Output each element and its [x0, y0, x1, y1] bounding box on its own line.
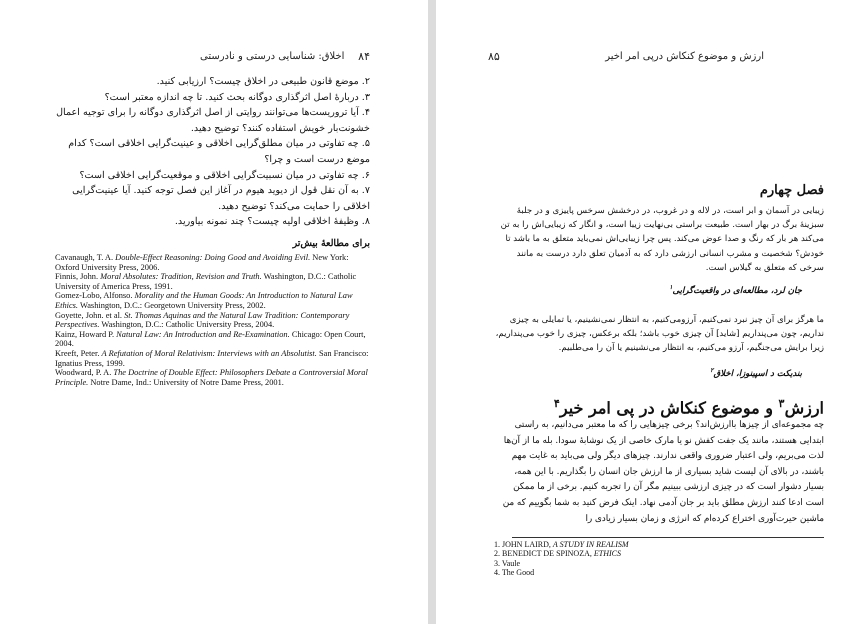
reference-list [55, 253, 370, 387]
question-item: ۴. آیا تروریست‌ها می‌توانند روایتی از اصل اثرگذاری دوگانه را برای توجیه اعمال خشونت‌بار خویش استفاده کنند؟ توضیح دهید. [56, 107, 370, 134]
footnote-marker: ۳ [778, 396, 785, 410]
question-item: ۷. به آن نقل قول از دیوید هیوم در آغاز این فصل توجه کنید. آیا عینیت‌گرایی اخلاقی را حمایت می‌کند؟ توضیح دهید. [72, 185, 370, 212]
footnote-marker: ۴ [553, 396, 560, 410]
left-running-title: اخلاق: شناسایی درستی و نادرستی [200, 51, 345, 62]
reference-item: Goyette, John. et al. St. Thomas Aquinas and the Natural Law Tradition: Contemporary Perspectives. Washington, D.C.: Catholic University Press, 2004. [55, 310, 350, 330]
further-reading-title: برای مطالعهٔ بیش‌تر [292, 238, 370, 249]
reference-item: Cavanaugh, T. A. Double-Effect Reasoning: Doing Good and Avoiding Evil. New York: Oxford University Press, 2006. [55, 253, 349, 272]
question-item: ۸. وظیفهٔ اخلاقی اولیه چیست؟ چند نمونه بیاورید. [174, 216, 370, 228]
reference-item: Kreeft, Peter. A Refutation of Moral Relativism: Interviews with an Absolutist. San Francisco: Ignatius Press, 1999. [55, 348, 369, 368]
footnote-marker: ۲ [710, 367, 714, 374]
question-item: ۵. چه تفاوتی در میان مطلق‌گرایی اخلاقی و عینیت‌گرایی اخلاقی است؟ کدام موضع درست است و چرا؟ [68, 138, 370, 165]
epigraph-attribution: جان لرد، مطالعه‌ای در واقعیت‌گرایی$^۱$ [669, 284, 802, 296]
footnote-divider [512, 537, 824, 538]
left-page-number: ۸۴ [358, 50, 370, 63]
review-questions [55, 74, 370, 230]
right-page-header [488, 50, 764, 63]
reference-item: Finnis, John. Moral Absolutes: Tradition, Revision and Truth. Washington, D.C.: Catholic University of America Press, 1991. [55, 272, 357, 291]
left-page [0, 0, 428, 624]
footnote-item: 2. BENEDICT DE SPINOZA, ETHICS [494, 549, 621, 559]
footnote-item: 1. JOHN LAIRD, A STUDY IN REALISM [494, 540, 629, 549]
question-item: ۶. چه تفاوتی در میان نسبیت‌گرایی اخلاقی و موقعیت‌گرایی اخلاقی است؟ [79, 169, 370, 181]
reference-item: Gomez-Lobo, Alfonso. Morality and the Human Goods: An Introduction to Natural Law Ethics. Washington, D.C.: Georgetown University Press, 2002. [55, 291, 353, 310]
question-item: ۳. دربارهٔ اصل اثرگذاری دوگانه بحث کنید. تا چه اندازه معتبر است؟ [104, 91, 370, 103]
section-title: ارزش$^۳$ و موضوع کنکاش در پی امر خیر$^۴$ [553, 396, 824, 418]
epigraph-quote: ما هرگز برای آن چیز نبرد نمی‌کنیم، آرزومی‌کنیم، به انتظار نمی‌نشینیم، یا تمایلی به چیزی نداریم، چون می‌پنداریم [شاید] آن چیزی خوب باشد؛ بلکه برعکس، چیزی را خوب می‌پنداریم، زیرا برایش می‌جنگیم، آرزو می‌کنیم، به انتظار می‌نشینیم یا آن را می‌طلبیم. [495, 315, 824, 354]
footnote-item: 3. Vaule [494, 558, 521, 568]
right-running-title: ارزش و موضوع کنکاش درپی امر اخیر [605, 51, 764, 62]
chapter-title: فصل چهارم [759, 183, 824, 198]
epigraph-quote: زیبایی در آسمان و ابر است، در لاله و در غروب، در درخشش سرخس پاییزی و در جلبهٔ سبزینهٔ برگ در بهار است. طبیعت براستی بی‌نهایت زیبا است، و انگار که زیبایی‌اش را به تن می‌کند هر بار که رنگ و صدا عوض می‌کند. پس چرا زیبایی‌اش نمی‌باید متعلق به ما باشد تا خودش؟ شخصیت و مشرب انسانی ارزشی دارد که به آدمیان تعلق دارد درست به مانند سرخی که متعلق به گیلاس است. [500, 206, 824, 273]
left-page-header [200, 50, 370, 63]
reference-item: Kainz, Howard P. Natural Law: An Introduction and Re-Examination. Chicago: Open Court, 2004. [55, 329, 366, 349]
book-gutter [428, 0, 436, 624]
reference-item: Woodward, P. A. The Doctrine of Double Effect: Philosophers Debate a Controversial Moral Principle. Notre Dame, Ind.: University of Notre Dame Press, 2001. [55, 368, 368, 387]
question-item: ۲. موضع قانون طبیعی در اخلاق چیست؟ ارزیابی کنید. [156, 76, 370, 87]
epigraph-attribution: بندیکت د اسپینوزا، اخلاق$^۲$ [710, 367, 802, 379]
footnotes [494, 540, 824, 578]
right-page-number: ۸۵ [488, 50, 500, 63]
right-page [436, 0, 862, 624]
footnote-marker: ۱ [669, 284, 673, 291]
footnote-item: 4. The Good [494, 568, 535, 578]
body-text: چه مجموعه‌ای از چیزها باارزش‌اند؟ برخی چیزهایی را که ما معتبر می‌دانیم، به راستی ابتدایی هستند، مانند یک جفت کفش نو یا مارک خاصی از یک نوشابهٔ سودا. بله ما از آن‌ها لذت می‌بریم، ولی اعتبار ضروری واقعی ندارند. چیزهای دیگر ولی می‌باید به غایت مهم باشند، در بالای آن لیست شاید بسیاری از ما ارزش جان انسان را بگذاریم. با این همه، بسیار دشوار است که در چیزی ارزشی ببینیم مگر آن را تجربه کنیم. برخی از ما ممکن است ادعا کنند ارزش مطلق باید بر جان آدمی نهاد. اینک فرض کنید به شما بگوییم که من ماشین حیرت‌آوری اختراع کرده‌ام که انرژی و زمان بسیار زیادی را [502, 420, 824, 524]
